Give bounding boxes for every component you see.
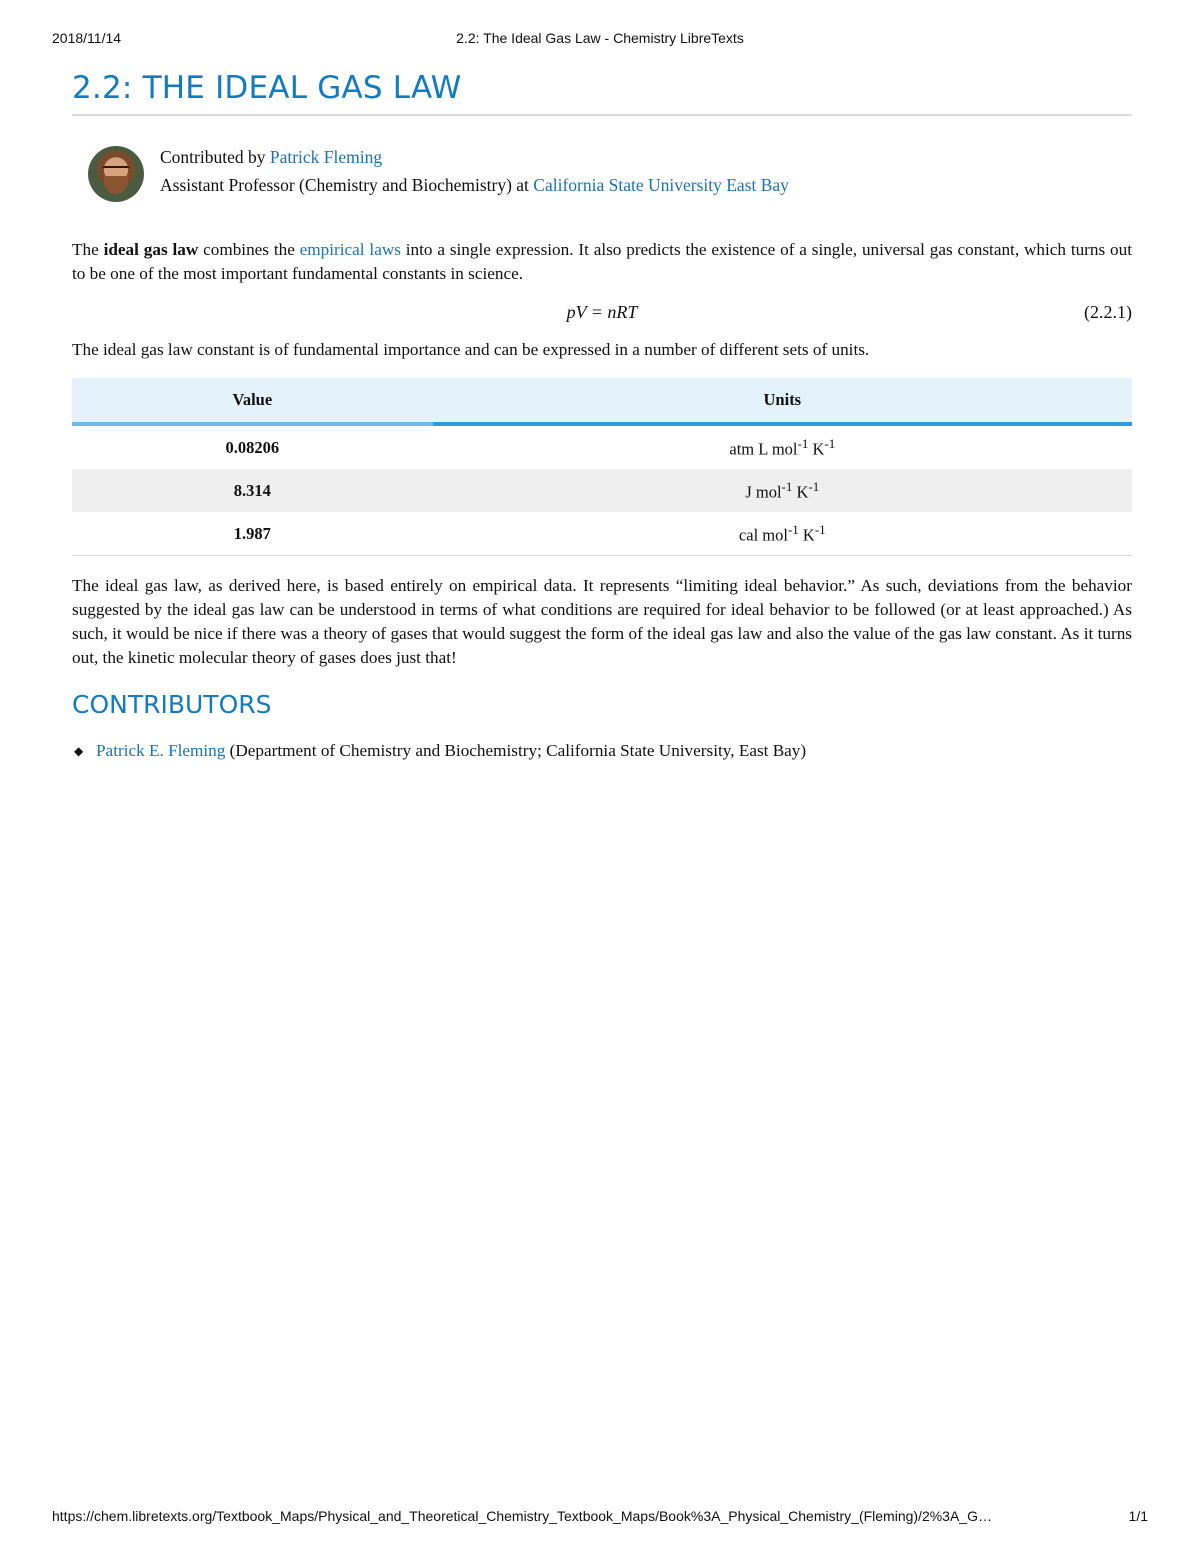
- table-header-value: Value: [72, 378, 433, 424]
- equation-number: (2.2.1): [1084, 302, 1132, 322]
- contributed-by-line: [160, 143, 789, 171]
- page-title: 2.2: THE IDEAL GAS LAW: [72, 70, 1132, 116]
- print-header: [52, 30, 1148, 50]
- contributed-by-label: Contributed by: [160, 147, 266, 167]
- print-date: 2018/11/14: [52, 30, 122, 46]
- table-cell-value: 8.314: [72, 469, 433, 512]
- table-cell-value: 1.987: [72, 512, 433, 556]
- equation-block: [72, 294, 1132, 334]
- unit-base: cal mol: [738, 525, 788, 545]
- diamond-bullet-icon: ◆: [74, 744, 84, 758]
- table-row: [72, 469, 1132, 512]
- unit-base: J mol: [745, 482, 782, 502]
- author-link[interactable]: Patrick Fleming: [269, 147, 383, 167]
- empirical-laws-link[interactable]: empirical laws: [299, 240, 401, 259]
- print-url: https://chem.libretexts.org/Textbook_Maps/Physical_and_Theoretical_Chemistry_Textbook_Maps/Book%3A_Physical_Chemistry_(Fleming)/2%3A_G…: [52, 1508, 992, 1524]
- gas-constant-table: [72, 378, 1132, 556]
- unit-kelvin: K: [812, 439, 825, 459]
- author-role-line: [160, 171, 789, 199]
- unit-exponent: -1: [781, 478, 793, 494]
- unit-exponent: -1: [824, 435, 836, 451]
- intro-bold-term: ideal gas law: [103, 240, 199, 259]
- table-cell-value: 0.08206: [225, 437, 280, 457]
- intro-combines: combines the: [203, 240, 295, 259]
- contributors-list: [72, 739, 1132, 763]
- unit-exponent: -1: [808, 478, 820, 494]
- print-footer: [52, 1508, 1148, 1528]
- intro-rest: into a single expression. It also predicts the existence of a single, universal gas constant, which turns out to be one of the most important fundamental constants in science.: [72, 240, 1132, 283]
- table-header-units: Units: [433, 378, 1132, 424]
- contributor-box: [72, 142, 1132, 212]
- contributors-heading: CONTRIBUTORS: [72, 690, 272, 719]
- table-row: [72, 424, 1132, 469]
- table-cell-units: [433, 469, 1132, 512]
- unit-kelvin: K: [796, 482, 809, 502]
- table-cell-units: [433, 512, 1132, 556]
- print-page-title: 2.2: The Ideal Gas Law - Chemistry LibreTexts: [456, 30, 744, 46]
- intro-the: The: [72, 240, 99, 259]
- author-role: Assistant Professor (Chemistry and Biochemistry) at: [160, 175, 529, 195]
- unit-exponent: -1: [787, 521, 799, 537]
- unit-exponent: -1: [797, 435, 809, 451]
- unit-base: atm L mol: [729, 439, 798, 459]
- ideal-gas-equation: pV = nRT: [566, 302, 638, 322]
- unit-kelvin: K: [802, 525, 815, 545]
- contributor-link[interactable]: Patrick E. Fleming: [96, 741, 226, 760]
- institution-link[interactable]: California State University East Bay: [533, 175, 789, 195]
- table-row: [72, 512, 1132, 556]
- avatar-glasses: [102, 166, 130, 176]
- author-avatar: [88, 146, 144, 202]
- list-item: [72, 739, 1132, 763]
- contributor-affiliation: (Department of Chemistry and Biochemistry; California State University, East Bay): [229, 741, 807, 760]
- constant-paragraph: The ideal gas law constant is of fundamental importance and can be expressed in a number of different sets of units.: [72, 340, 870, 359]
- print-page-number: 1/1: [1128, 1508, 1148, 1524]
- derived-paragraph: The ideal gas law, as derived here, is based entirely on empirical data. It represents “limiting ideal behavior.” As such, deviations from the behavior suggested by the ideal gas law can be understood in terms of what conditions are required for ideal behavior to be followed (or at least approached.) As such, it would be nice if there was a theory of gases that would suggest the form of the ideal gas law and also the value of the gas law constant. As it turns out, the kinetic molecular theory of gases does just that!: [72, 576, 1132, 667]
- article-content: [72, 70, 1132, 763]
- contributor-text: [160, 143, 789, 199]
- intro-paragraph: [72, 238, 1132, 286]
- unit-exponent: -1: [814, 521, 826, 537]
- avatar-beard: [104, 176, 128, 194]
- table-header-row: [72, 378, 1132, 424]
- table-cell-units: [433, 424, 1132, 469]
